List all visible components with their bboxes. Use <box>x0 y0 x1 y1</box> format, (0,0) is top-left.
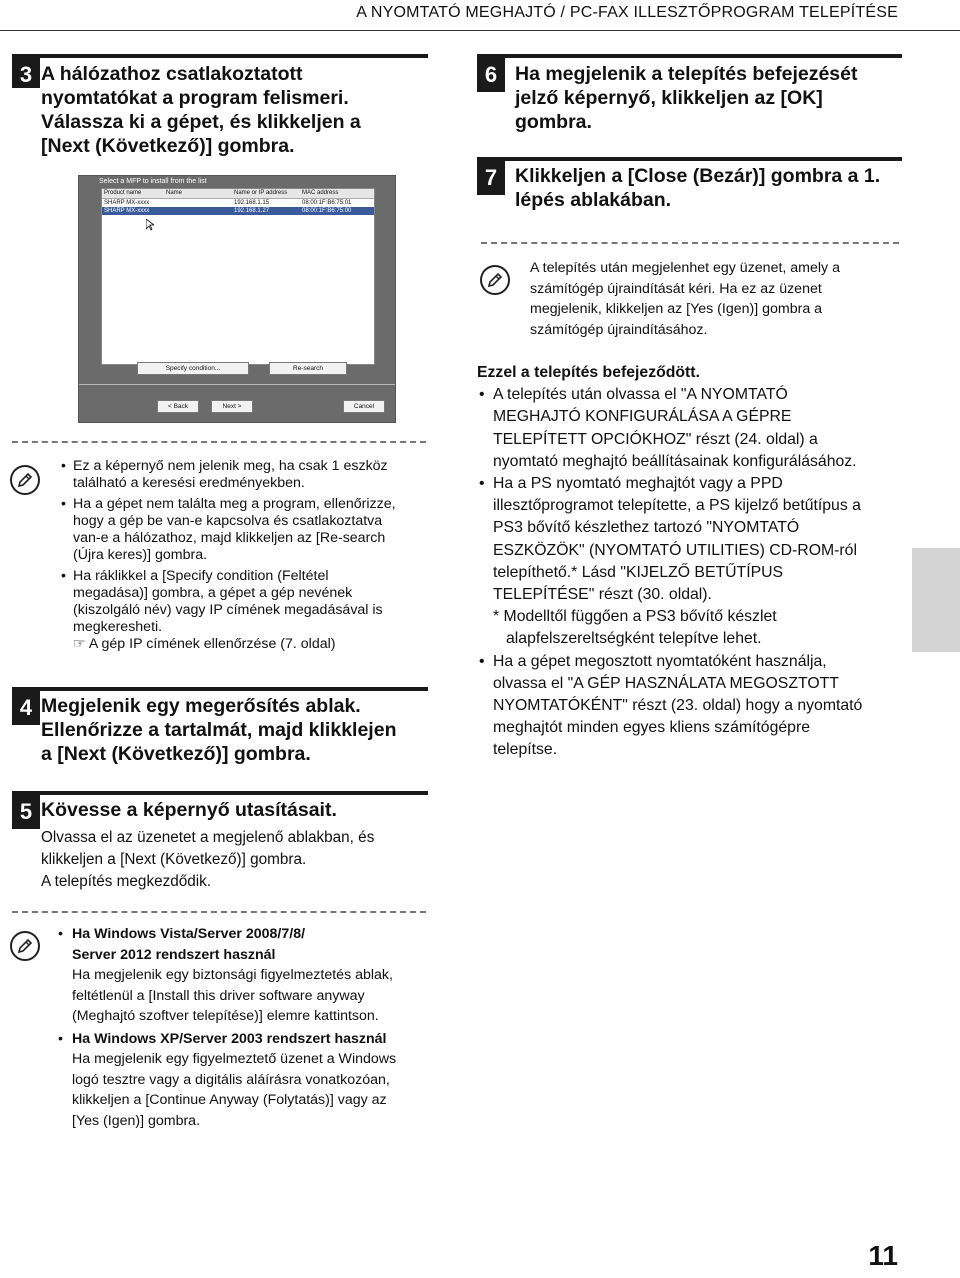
device-product: SHARP MX-xxxx <box>104 200 150 206</box>
step3-rule <box>12 54 428 58</box>
completion-heading: Ezzel a telepítés befejeződött. <box>477 364 700 381</box>
reference-hand-icon: ☞ <box>73 636 86 652</box>
page-header: A NYOMTATÓ MEGHAJTÓ / PC-FAX ILLESZTŐPROGRAM TELEPÍTÉSE <box>356 4 898 21</box>
mouse-cursor-icon <box>146 219 154 231</box>
step4-title: Megjelenik egy megerősítés ablak. Ellenőrizze a tartalmát, majd klikklejen a [Next (Következő)] gombra. <box>41 695 397 765</box>
col-name: Name <box>166 190 183 196</box>
step5-rule <box>12 791 428 795</box>
step4-rule <box>12 687 428 691</box>
device-row[interactable] <box>102 199 374 207</box>
specify-condition-button[interactable]: Specify condition... <box>137 362 249 375</box>
back-button[interactable]: < Back <box>157 400 199 413</box>
note7-pencil-icon <box>480 265 510 295</box>
note5-item-2: • Ha Windows XP/Server 2003 rendszert használ Ha megjelenik egy figyelmeztető üzenet a Windows logó tesztre vagy a digitális aláírásra vonatkozóan, klikkeljen a [Continue Anyway (Folytatás)] vagy az [Yes (Igen)] gombra. <box>58 1029 438 1132</box>
completion-bullet-1: • A telepítés után olvassa el "A NYOMTATÓ MEGHAJTÓ KONFIGURÁLÁSA A GÉPRE TELEPÍTETT OPCIÓKHOZ" részt (24. oldal) a nyomtató meghajtó beállításainak konfigurálásához. <box>477 384 907 473</box>
completion-section <box>477 362 907 762</box>
device-name <box>166 207 234 215</box>
completion-bullet-2: • Ha a PS nyomtató meghajtót vagy a PPD illesztőprogramot telepítette, a PS kijelző betűtípus a PS3 bővítő készlethez tartozó "NYOMTATÓ ESZKÖZÖK" (NYOMTATÓ UTILITIES) CD-ROM-ról telepíthető.* Lásd "KIJELZŐ BETŰTÍPUS TELEPÍTÉSE" részt (30. oldal). * Modelltől függően a PS3 bővítő készlet alapfelszereltségként telepítve lehet. <box>477 473 907 651</box>
step7-number: 7 <box>477 161 505 195</box>
step7-title: Klikkeljen a [Close (Bezár)] gombra a 1. lépés ablakában. <box>515 165 881 211</box>
completion-bullet-3: • Ha a gépet megosztott nyomtatóként használja, olvassa el "A GÉP HASZNÁLATA MEGOSZTOTT NYOMTATÓKÉNT" részt (23. oldal) hogy a nyomtató meghajtót minden egyes kliens számítógépre telepítse. <box>477 651 907 762</box>
device-select-screenshot <box>78 175 396 423</box>
step3-number: 3 <box>12 58 40 88</box>
note5-text <box>58 924 438 1135</box>
chapter-side-tab <box>912 548 960 652</box>
step3-title: A hálózathoz csatlakoztatott nyomtatókat a program felismeri. Válassza ki a gépet, és klikkeljen a [Next (Következő)] gombra. <box>41 63 361 157</box>
step5-body: Olvassa el az üzenetet a megjelenő ablakban, és klikkeljen a [Next (Következő)] gombra. A telepítés megkezdődik. <box>41 829 375 890</box>
note7-divider <box>481 242 899 244</box>
step5-number: 5 <box>12 795 40 829</box>
note3-item-3: • Ha ráklikkel a [Specify condition (Feltétel megadása)] gombra, a gépet a gép nevének (kiszolgáló név) vagy IP címének megadásával is megkeresheti. ☞ A gép IP címének ellenőrzése (7. oldal) <box>61 568 431 653</box>
note3-pencil-icon <box>10 465 40 495</box>
note5-divider <box>12 911 426 913</box>
dialog-divider <box>79 384 395 385</box>
device-mac: 08:00:1F:B6:75:01 <box>302 200 352 206</box>
dialog-title: Select a MFP to install from the list <box>99 178 207 185</box>
step6-title: Ha megjelenik a telepítés befejezését jelző képernyő, klikkeljen az [OK] gombra. <box>515 63 858 133</box>
step5-title: Kövesse a képernyő utasításait. <box>41 799 337 821</box>
note3-item-2: • Ha a gépet nem találta meg a program, ellenőrizze, hogy a gép be van-e kapcsolva és csatlakoztatva van-e a hálózathoz, majd klikkeljen az [Re-search (Újra keres)] gombra. <box>61 496 431 564</box>
device-name <box>166 199 234 207</box>
device-list-header <box>102 189 374 199</box>
next-button[interactable]: Next > <box>211 400 253 413</box>
step6-rule <box>477 54 902 58</box>
col-mac: MAC address <box>302 190 339 196</box>
re-search-button[interactable]: Re-search <box>269 362 347 375</box>
page-number: 11 <box>868 1240 898 1271</box>
step7-rule <box>477 157 902 161</box>
note5-pencil-icon <box>10 931 40 961</box>
cancel-button[interactable]: Cancel <box>343 400 385 413</box>
device-row-selected[interactable] <box>102 207 374 215</box>
header-rule <box>0 30 960 31</box>
completion-footnote: * Modelltől függően a PS3 bővítő készlet alapfelszereltségként telepítve lehet. <box>493 608 777 648</box>
note5-item-1: • Ha Windows Vista/Server 2008/7/8/ Server 2012 rendszert használ Ha megjelenik egy biztonsági figyelmeztetés ablak, feltétlenül a [Install this driver software anyway (Meghajtó szoftver telepítése)] elemre kattintson. <box>58 924 438 1027</box>
device-ip: 192.168.1.15 <box>234 200 270 206</box>
device-product: SHARP MX-xxxx <box>104 208 150 214</box>
note3-divider <box>12 441 426 443</box>
device-mac: 08:00:1F:B6:75:00 <box>302 208 352 214</box>
note3-reference: ☞ A gép IP címének ellenőrzése (7. oldal) <box>73 636 336 652</box>
step6-number: 6 <box>477 58 505 92</box>
note3-item-1: • Ez a képernyő nem jelenik meg, ha csak 1 eszköz található a keresési eredményekben. <box>61 458 431 492</box>
device-list <box>101 188 375 365</box>
note3-text <box>61 458 431 657</box>
note7-text: A telepítés után megjelenhet egy üzenet, amely a számítógép újraindítását kéri. Ha ez az üzenet megjelenik, klikkeljen az [Yes (Igen)] gombra a számítógép újraindításához. <box>530 260 840 338</box>
col-ip: Name or IP address <box>234 190 288 196</box>
step4-number: 4 <box>12 691 40 725</box>
col-product: Product name <box>104 190 142 196</box>
device-ip: 192.168.1.27 <box>234 208 270 214</box>
